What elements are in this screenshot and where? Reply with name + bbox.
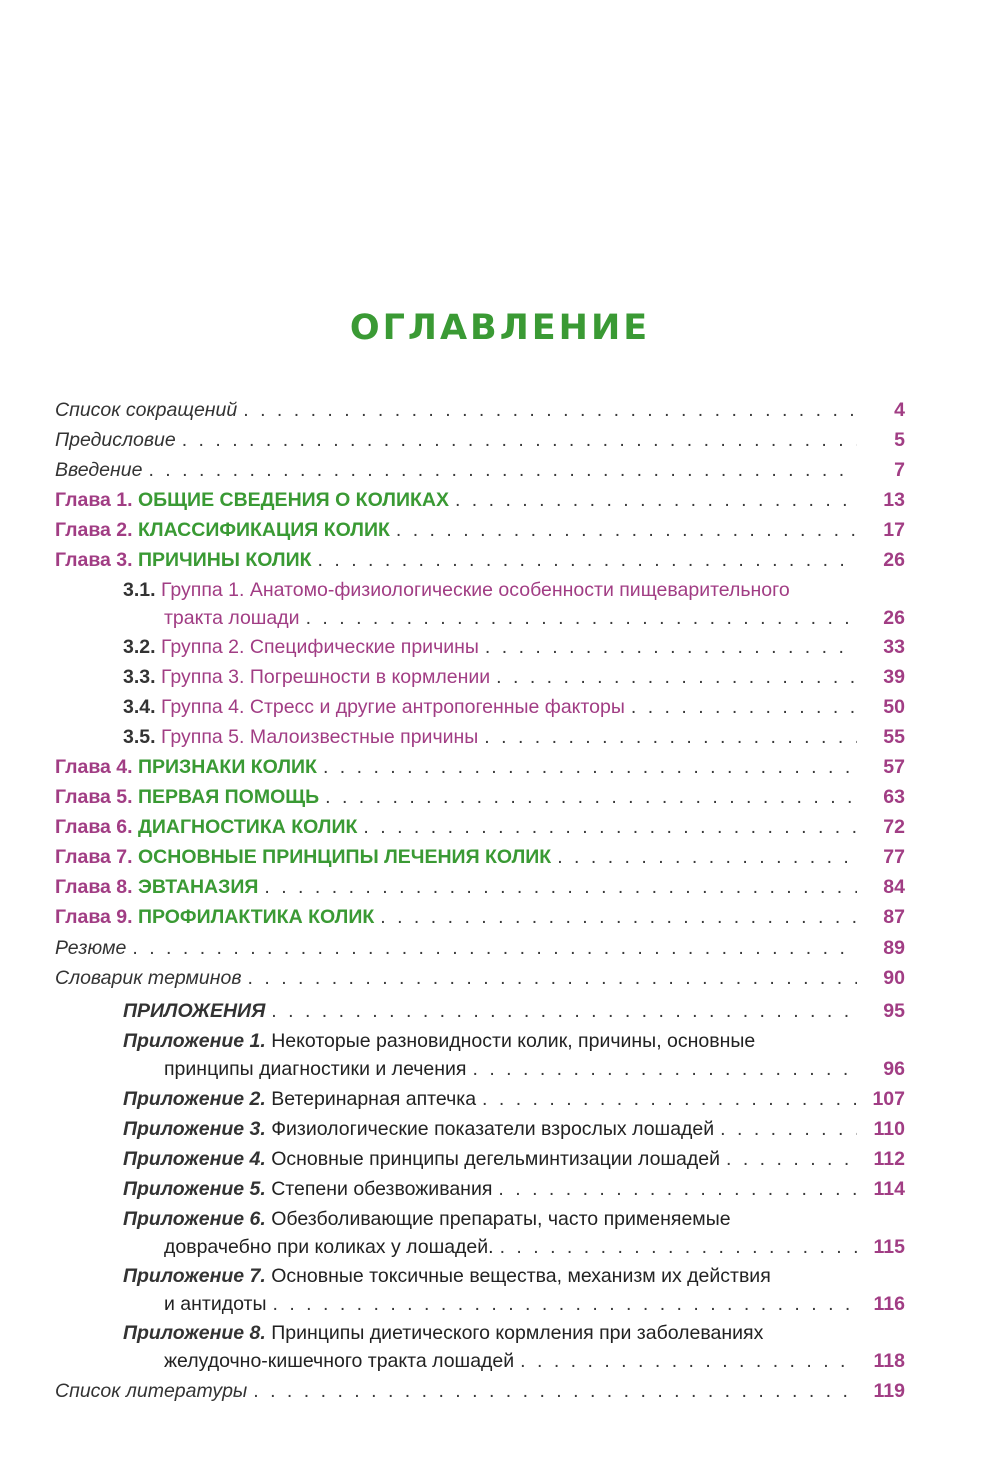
- appendix-title: Степени обезвоживания: [271, 1178, 493, 1200]
- chapter-number: Глава 6.: [55, 816, 133, 838]
- chapter-number: Глава 7.: [55, 846, 133, 868]
- entry-page: 114: [873, 1178, 905, 1200]
- entry-page: 112: [873, 1148, 905, 1170]
- appendix-number: Приложение 8.: [123, 1322, 266, 1344]
- appendix-title: Ветеринарная аптечка: [271, 1088, 477, 1110]
- appendix-title-line2: и антидоты: [164, 1293, 267, 1315]
- chapter-number: Глава 5.: [55, 786, 133, 808]
- entry-page: 33: [883, 636, 905, 658]
- entry-page: 110: [873, 1118, 905, 1140]
- toc-entry-chapter-3[interactable]: [55, 546, 905, 574]
- section-number: 3.5.: [123, 726, 156, 748]
- toc-entry-chapter-9[interactable]: [55, 903, 905, 931]
- entry-title: Список сокращений: [55, 399, 238, 421]
- toc-entry-section-3-3[interactable]: [123, 663, 905, 691]
- toc-entry-preface[interactable]: [55, 426, 905, 454]
- appendix-title-line1: Принципы диетического кормления при заболеваниях: [271, 1322, 764, 1344]
- toc-entry-appendix-3[interactable]: [123, 1115, 905, 1143]
- appendix-title-line1: Некоторые разновидности колик, причины, основные: [271, 1030, 756, 1052]
- toc-entry-section-3-1[interactable]: [123, 576, 905, 632]
- entry-page: 72: [883, 816, 905, 838]
- entry-page: 107: [872, 1088, 905, 1110]
- toc-entry-section-3-5[interactable]: [123, 723, 905, 751]
- chapter-title: ЭВТАНАЗИЯ: [138, 876, 259, 898]
- entry-page: 26: [883, 549, 905, 571]
- appendix-number: Приложение 4.: [123, 1148, 266, 1170]
- entry-page: 57: [883, 756, 905, 778]
- chapter-title: ПРОФИЛАКТИКА КОЛИК: [138, 906, 375, 928]
- section-title: Группа 4. Стресс и другие антропогенные факторы: [160, 696, 625, 718]
- appendix-number: Приложение 2.: [123, 1088, 266, 1110]
- section-number: 3.4.: [123, 696, 156, 718]
- entry-page: 87: [883, 906, 905, 928]
- entry-title: Введение: [55, 459, 143, 481]
- chapter-title: ПРИЗНАКИ КОЛИК: [138, 756, 317, 778]
- appendix-number: Приложение 7.: [123, 1265, 266, 1287]
- appendix-title-line1: Основные токсичные вещества, механизм их действия: [271, 1265, 771, 1287]
- toc-entry-appendix-4[interactable]: [123, 1145, 905, 1173]
- entry-page: 4: [894, 399, 905, 421]
- entry-page: 5: [894, 429, 905, 451]
- chapter-number: Глава 4.: [55, 756, 133, 778]
- toc-entry-section-3-2[interactable]: [123, 633, 905, 661]
- entry-page: 115: [873, 1236, 905, 1258]
- chapter-title: ДИАГНОСТИКА КОЛИК: [138, 816, 358, 838]
- entry-page: 7: [894, 459, 905, 481]
- section-title: Группа 3. Погрешности в кормлении: [160, 666, 491, 688]
- appendix-number: Приложение 1.: [123, 1030, 266, 1052]
- toc-entry-chapter-4[interactable]: [55, 753, 905, 781]
- toc-entry-appendix-5[interactable]: [123, 1175, 905, 1203]
- entry-page: 119: [873, 1380, 905, 1402]
- chapter-number: Глава 3.: [55, 549, 133, 571]
- chapter-title: ПРИЧИНЫ КОЛИК: [138, 549, 312, 571]
- appendix-number: Приложение 3.: [123, 1118, 266, 1140]
- toc-entry-chapter-7[interactable]: [55, 843, 905, 871]
- toc-entry-abbreviations[interactable]: [55, 396, 905, 424]
- entry-page: 13: [883, 489, 905, 511]
- entry-title: Предисловие: [55, 429, 176, 451]
- toc-entry-chapter-2[interactable]: [55, 516, 905, 544]
- toc-entry-appendix-7[interactable]: [123, 1262, 905, 1318]
- toc-entry-appendix-2[interactable]: [123, 1085, 905, 1113]
- entry-page: 50: [883, 696, 905, 718]
- appendix-title-line2: принципы диагностики и лечения: [164, 1058, 467, 1080]
- chapter-title: ПЕРВАЯ ПОМОЩЬ: [138, 786, 320, 808]
- page-title: ОГЛАВЛЕНИЕ: [349, 308, 651, 348]
- appendix-number: Приложение 6.: [123, 1208, 266, 1230]
- entry-title: Резюме: [55, 937, 127, 959]
- toc-entry-introduction[interactable]: [55, 456, 905, 484]
- toc-entry-chapter-6[interactable]: [55, 813, 905, 841]
- entry-page: 96: [883, 1058, 905, 1080]
- appendices-heading: ПРИЛОЖЕНИЯ: [123, 1000, 266, 1022]
- toc-entry-glossary[interactable]: [55, 964, 905, 992]
- section-title: Группа 2. Специфические причины: [160, 636, 479, 658]
- entry-page: 55: [883, 726, 905, 748]
- section-number: 3.1.: [123, 579, 156, 601]
- entry-page: 77: [883, 846, 905, 868]
- entry-page: 63: [883, 786, 905, 808]
- toc-entry-chapter-5[interactable]: [55, 783, 905, 811]
- appendix-title-line2: желудочно-кишечного тракта лошадей: [164, 1350, 515, 1372]
- entry-title: Список литературы: [55, 1380, 248, 1402]
- toc-entry-chapter-1[interactable]: [55, 486, 905, 514]
- entry-page: 89: [883, 937, 905, 959]
- entry-page: 118: [873, 1350, 905, 1372]
- appendix-title: Основные принципы дегельминтизации лошадей: [271, 1148, 721, 1170]
- toc-entry-appendices[interactable]: [123, 997, 905, 1025]
- entry-page: 39: [883, 666, 905, 688]
- appendix-title: Физиологические показатели взрослых лошадей: [271, 1118, 715, 1140]
- chapter-number: Глава 8.: [55, 876, 133, 898]
- section-title-line1: Группа 1. Анатомо-физиологические особенности пищеварительного: [160, 579, 790, 601]
- chapter-number: Глава 2.: [55, 519, 133, 541]
- entry-page: 17: [883, 519, 905, 541]
- entry-title: Словарик терминов: [55, 967, 242, 989]
- entry-page: 90: [883, 967, 905, 989]
- chapter-title: ОСНОВНЫЕ ПРИНЦИПЫ ЛЕЧЕНИЯ КОЛИК: [138, 846, 552, 868]
- chapter-number: Глава 1.: [55, 489, 133, 511]
- chapter-title: ОБЩИЕ СВЕДЕНИЯ О КОЛИКАХ: [138, 489, 449, 511]
- toc-entry-bibliography[interactable]: [55, 1377, 905, 1405]
- toc-entry-chapter-8[interactable]: [55, 873, 905, 901]
- section-number: 3.3.: [123, 666, 156, 688]
- toc-entry-appendix-1[interactable]: [123, 1027, 905, 1083]
- entry-page: 95: [883, 1000, 905, 1022]
- appendix-title-line2: доврачебно при коликах у лошадей.: [164, 1236, 494, 1258]
- toc-entry-summary[interactable]: [55, 934, 905, 962]
- appendix-title-line1: Обезболивающие препараты, часто применяемые: [271, 1208, 731, 1230]
- chapter-number: Глава 9.: [55, 906, 133, 928]
- section-title: Группа 5. Малоизвестные причины: [160, 726, 479, 748]
- toc-entry-appendix-8[interactable]: [123, 1319, 905, 1375]
- entry-page: 84: [883, 876, 905, 898]
- toc-entry-section-3-4[interactable]: [123, 693, 905, 721]
- section-title-line2: тракта лошади: [164, 607, 300, 629]
- entry-page: 26: [883, 607, 905, 629]
- entry-page: 116: [873, 1293, 905, 1315]
- toc-entry-appendix-6[interactable]: [123, 1205, 905, 1261]
- section-number: 3.2.: [123, 636, 156, 658]
- chapter-title: КЛАССИФИКАЦИЯ КОЛИК: [138, 519, 390, 541]
- appendix-number: Приложение 5.: [123, 1178, 266, 1200]
